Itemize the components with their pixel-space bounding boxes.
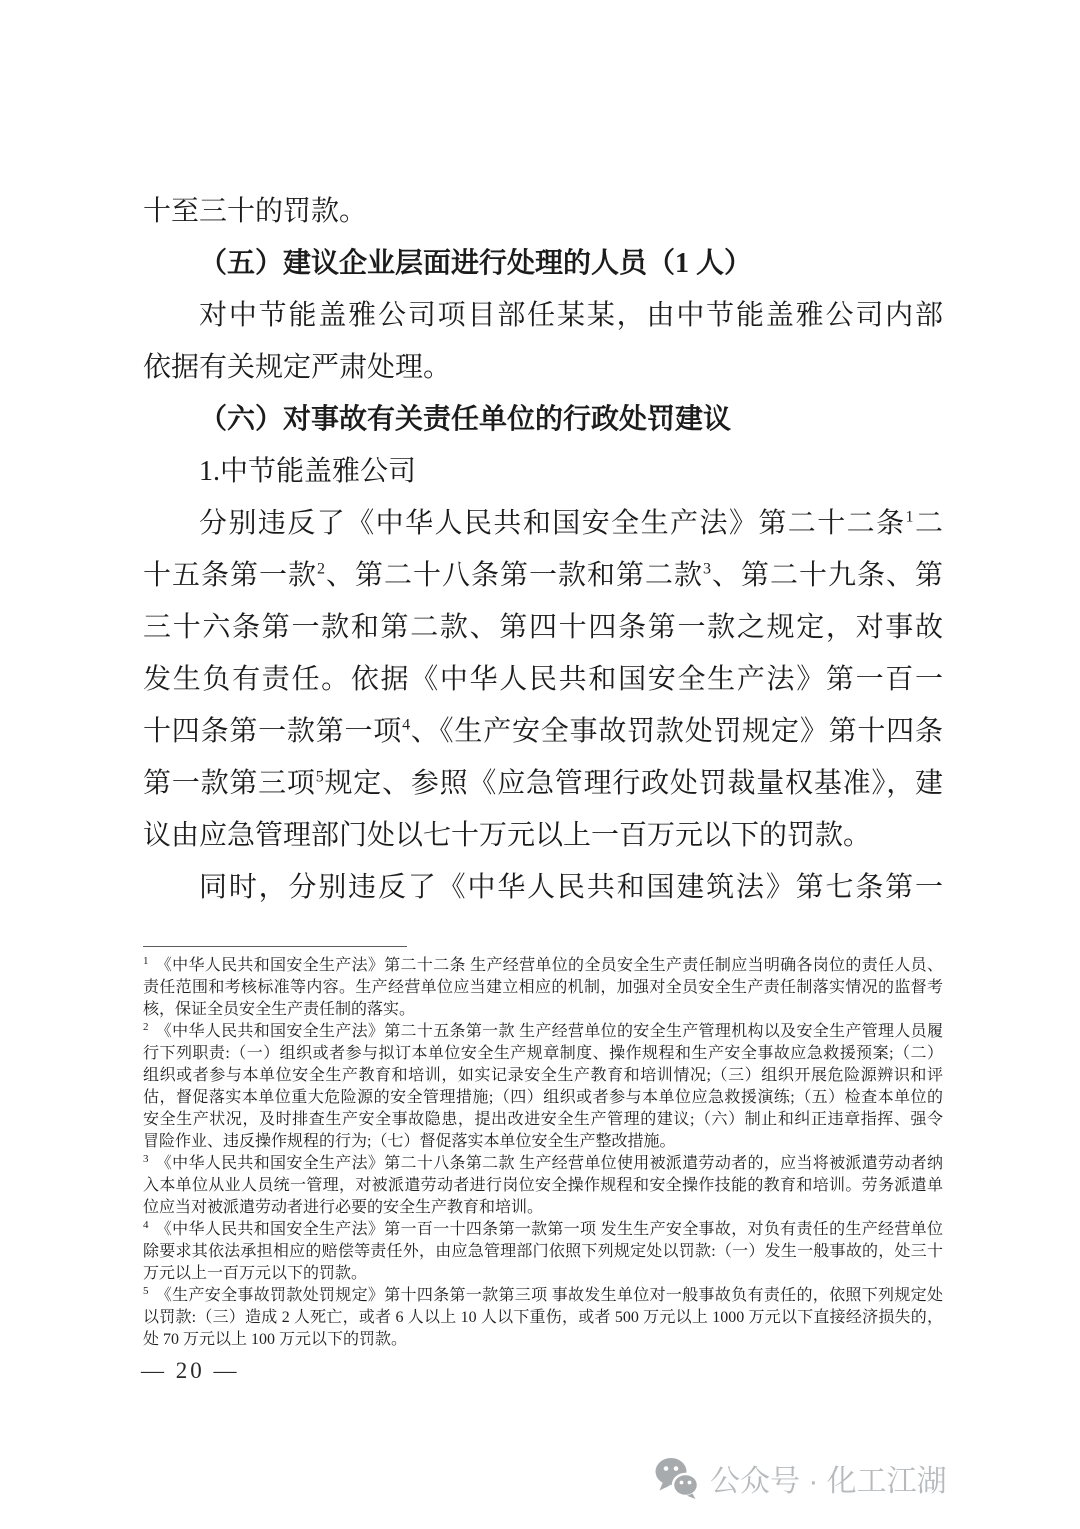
footnote-line: 估，督促落实本单位重大危险源的安全管理措施;（四）组织或者参与本单位应急救援演练;（五）检查本单位的 [143,1089,943,1106]
footnote-text: 《生产安全事故罚款处罚规定》第十四条第一款第三项 事故发生单位对一般事故负有责任的，依照下列规定处 [155,1287,943,1304]
footnote-line: 行下列职责:（一）组织或者参与拟订本单位安全生产规章制度、操作规程和生产安全事故应急救援预案;（二） [143,1045,943,1062]
body-line: 依据有关规定严肃处理。 [143,352,452,383]
body-line: 对中节能盖雅公司项目部任某某，由中节能盖雅公司内部 [199,300,943,331]
footnote-line: 位应当对被派遣劳动者进行必要的安全生产教育和培训。 [143,1199,544,1216]
body-line: 发生负有责任。依据《中华人民共和国安全生产法》第一百一 [143,664,943,695]
footnote-line: 入本单位从业人员统一管理，对被派遣劳动者进行岗位安全操作规程和安全操作技能的教育和培训。劳务派遣单 [143,1177,943,1194]
footnote-ref-2: 2 [317,560,325,578]
body-line [143,498,943,550]
footnote-ref-5: 5 [315,768,324,786]
footnote-line [143,1021,943,1043]
body-line [143,550,943,602]
body-text: 二 [913,508,943,539]
body-line [143,706,943,758]
footnotes-section [143,946,943,1351]
body-line: 议由应急管理部门处以七十万元以上一百万元以下的罚款。 [143,820,872,851]
footnote-line: 处 70 万元以上 100 万元以下的罚款。 [143,1331,408,1348]
footnote-separator [143,946,407,947]
watermark [654,1456,947,1500]
footnote-marker-4: 4 [143,1218,149,1231]
wechat-icon [654,1457,700,1499]
footnote-line: 除要求其依法承担相应的赔偿等责任外，由应急管理部门依照下列规定处以罚款:（一）发生一般事故的，处三十 [143,1243,943,1260]
body-text: 分别违反了《中华人民共和国安全生产法》第二十二条 [199,508,906,539]
footnote-line: 冒险作业、违反操作规程的行为;（七）督促落实本单位安全生产整改措施。 [143,1133,676,1150]
footnote-line [143,1285,943,1307]
body-line: 同时，分别违反了《中华人民共和国建筑法》第七条第一 [199,872,943,903]
footnote-line [143,1153,943,1175]
footnote-ref-3: 3 [702,560,711,578]
body-text: 十四条第一款第一项 [143,716,403,747]
footnote-line [143,1219,943,1241]
body-line [143,758,943,810]
body-line: 十至三十的罚款。 [143,196,368,227]
body-line: 1.中节能盖雅公司 [199,456,417,487]
body-text: 第一款第三项 [143,768,316,799]
footnote-marker-1: 1 [143,954,149,967]
footnote-ref-4: 4 [402,716,411,734]
footnote-line: 核，保证全员安全生产责任制的落实。 [143,1001,416,1018]
footnote-line: 责任范围和考核标准等内容。生产经营单位应当建立相应的机制，加强对全员安全生产责任制落实情况的监督考 [143,979,943,996]
footnote-line: 组织或者参与本单位安全生产教育和培训，如实记录安全生产教育和培训情况;（三）组织开展危险源辨识和评 [143,1067,943,1084]
footnote-text: 《中华人民共和国安全生产法》第一百一十四条第一款第一项 发生生产安全事故，对负有责任的生产经营单位 [155,1221,943,1238]
footnote-line: 安全生产状况，及时排查生产安全事故隐患，提出改进安全生产管理的建议;（六）制止和纠正违章指挥、强令 [143,1111,943,1128]
footnote-text: 《中华人民共和国安全生产法》第二十八条第二款 生产经营单位使用被派遣劳动者的，应当将被派遣劳动者纳 [155,1155,943,1172]
body-text: 十五条第一款 [143,560,317,591]
footnote-text: 《中华人民共和国安全生产法》第二十二条 生产经营单位的全员安全生产责任制应当明确各岗位的责任人员、 [155,957,943,974]
section-heading-6: （六）对事故有关责任单位的行政处罚建议 [199,404,732,435]
main-text [143,186,943,914]
body-text: 、《生产安全事故罚款处罚规定》第十四条 [410,716,943,747]
footnote-ref-1: 1 [905,508,914,526]
watermark-label: 公众号 · 化工江湖 [710,1465,947,1498]
page-number: — 20 — [141,1358,240,1383]
section-heading-5: （五）建议企业层面进行处理的人员（1 人） [199,248,753,279]
footnote-line: 万元以上一百万元以下的罚款。 [143,1265,368,1282]
body-text: 、第二十九条、第 [710,560,943,591]
body-text: 规定、参照《应急管理行政处罚裁量权基准》，建 [323,768,943,799]
body-text: 、第二十八条第一款和第二款 [325,560,703,591]
footnote-line: 以罚款:（三）造成 2 人死亡，或者 6 人以上 10 人以下重伤，或者 500 万元以上 1000 万元以下直接经济损失的， [143,1309,943,1326]
footnote-text: 《中华人民共和国安全生产法》第二十五条第一款 生产经营单位的安全生产管理机构以及安全生产管理人员履 [155,1023,943,1040]
body-line: 三十六条第一款和第二款、第四十四条第一款之规定，对事故 [143,612,943,643]
footnote-line [143,955,943,977]
footnote-marker-2: 2 [143,1020,149,1033]
footnote-marker-5: 5 [143,1284,149,1297]
footnote-marker-3: 3 [143,1152,149,1165]
